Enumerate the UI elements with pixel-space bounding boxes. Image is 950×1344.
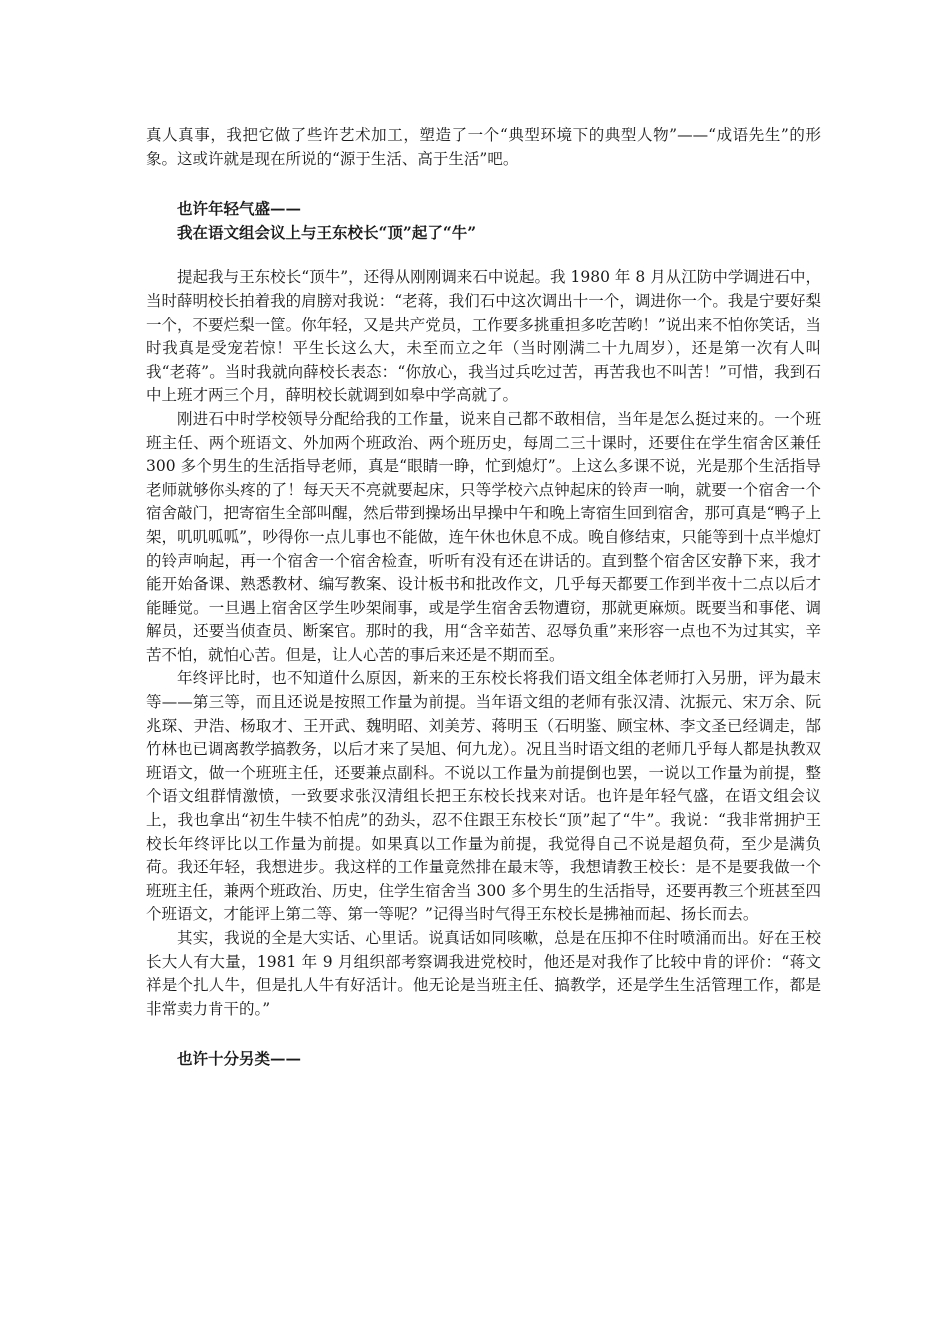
body-paragraph: 年终评比时，也不知道什么原因，新来的王东校长将我们语文组全体老师打入另册，评为最末等——第三等，而且还说是按照工作量为前提。当年语文组的老师有张汉清、沈振元、宋万余、阮兆琛、尹浩、杨取才、王开武、魏明昭、刘美芳、蒋明玉（石明鉴、顾宝林、李文圣已经调走，郜竹林也已调离教学搞教务，以后才来了吴旭、何九龙）。况且当时语文组的老师几乎每人都是执教双班语文，做一个班班主任，还要兼点副科。不说以工作量为前提倒也罢，一说以工作量为前提，整个语文组群情激愤，一致要求张汉清组长把王东校长找来对话。也许是年轻气盛，在语文组会议上，我也拿出“初生牛犊不怕虎”的劲头，忍不住跟王东校长“顶”起了“牛”。我说：“我非常拥护王校长年终评比以工作量为前提。如果真以工作量为前提，我觉得自己不说是超负荷，至少是满负荷。我还年轻，我想进步。我这样的工作量竟然排在最末等，我想请教王校长：是不是要我做一个班班主任，兼两个班政治、历史，住学生宿舍当 300 多个男生的生活指导，还要再教三个班甚至四个班语文，才能评上第二等、第一等呢？”记得当时气得王东校长是拂袖而起、扬长而去。	[146, 669, 821, 924]
section-heading-line2: 我在语文组会议上与王东校长“顶”起了“牛”	[177, 222, 477, 242]
spacer	[146, 171, 821, 197]
section-heading-line1: 也许年轻气盛——	[177, 199, 302, 219]
body-paragraph: 其实，我说的全是大实话、心里话。说真话如同咳嗽，总是在压抑不住时喷涌而出。好在王校长大人有大量，1981 年 9 月组织部考察调我进党校时，他还是对我作了比较中肯的评价：“蒋文祥是个扎人牛，但是扎人牛有好活计。他无论是当班主任、搞教学，还是学生生活管理工作，都是非常卖力肯干的。”	[146, 929, 821, 1018]
spacer	[146, 1021, 821, 1047]
section-heading-line1: 也许十分另类——	[177, 1049, 302, 1069]
spacer	[146, 244, 821, 266]
body-paragraph: 提起我与王东校长“顶牛”，还得从刚刚调来石中说起。我 1980 年 8 月从江防中学调进石中，当时薛明校长拍着我的肩膀对我说：“老蒋，我们石中这次调出十一个，调进你一个。我是宁要好梨一个，不要烂梨一筐。你年轻，又是共产党员，工作要多挑重担多吃苦哟！”说出来不怕你笑话，当时我真是受宠若惊！平生长这么大，未至而立之年（当时刚满二十九周岁），还是第一次有人叫我“老蒋”。当时我就向薛校长表态：“你放心，我当过兵吃过苦，再苦我也不叫苦！”可惜，我到石中上班才两三个月，薛明校长就调到如皋中学高就了。	[146, 268, 821, 405]
document-page	[146, 124, 821, 1071]
intro-paragraph: 真人真事，我把它做了些许艺术加工，塑造了一个“典型环境下的典型人物”——“成语先生”的形象。这或许就是现在所说的“源于生活、高于生活”吧。	[146, 126, 821, 168]
body-paragraph: 刚进石中时学校领导分配给我的工作量，说来自己都不敢相信，当年是怎么挺过来的。一个班班主任、两个班语文、外加两个班政治、两个班历史，每周二三十课时，还要住在学生宿舍区兼任 300 多个男生的生活指导老师，真是“眼睛一睁，忙到熄灯”。上这么多课不说，光是那个生活指导老师就够你头疼的了！每天天不亮就要起床，只等学校六点钟起床的铃声一响，就要一个宿舍一个宿舍敲门，把寄宿生全部叫醒，然后带到操场出早操中午和晚上寄宿生回到宿舍，那可真是“鸭子上架，叽叽呱呱”，吵得你一点儿事也不能做，连午休也休息不成。晚自修结束，只能等到十点半熄灯的铃声响起，再一个宿舍一个宿舍检查，听听有没有还在讲话的。直到整个宿舍区安静下来，我才能开始备课、熟悉教材、编写教案、设计板书和批改作文，几乎每天都要工作到半夜十二点以后才能睡觉。一旦遇上宿舍区学生吵架闹事，或是学生宿舍丢物遭窃，那就更麻烦。既要当和事佬、调解员，还要当侦查员、断案官。那时的我，用“含辛茹苦、忍辱负重”来形容一点也不为过其实，辛苦不怕，就怕心苦。但是，让人心苦的事后来还是不期而至。	[146, 409, 821, 664]
